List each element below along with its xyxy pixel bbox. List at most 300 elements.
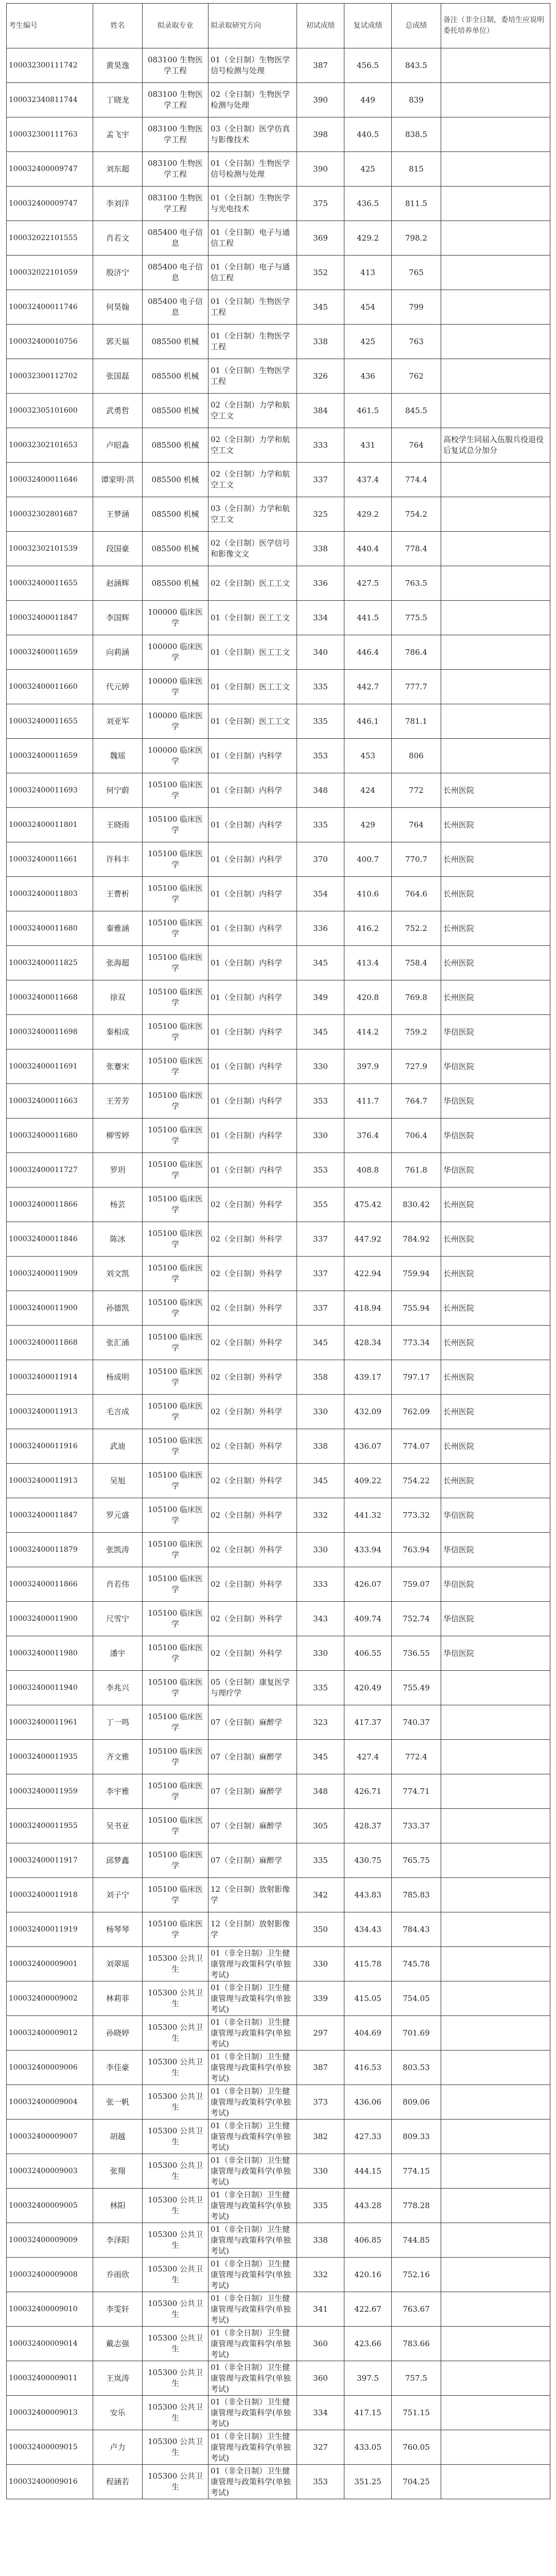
cell-total-score: 755.94 <box>392 1291 441 1326</box>
cell-name: 戴志强 <box>93 2327 143 2361</box>
cell-retest-score: 434.43 <box>344 1912 392 1947</box>
cell-exam-id: 100032300112702 <box>7 359 93 394</box>
table-row <box>7 1153 550 1188</box>
cell-retest-score: 446.1 <box>344 704 392 739</box>
cell-total-score: 783.66 <box>392 2327 441 2361</box>
cell-direction: 02（全日制）外科学 <box>208 1291 297 1326</box>
table-row <box>7 808 550 842</box>
cell-initial-score: 337 <box>297 463 344 497</box>
cell-direction: 01（全日制）生物医学信号检测与处理 <box>208 48 297 83</box>
header-exam-id: 考生编号 <box>7 4 93 48</box>
cell-retest-score: 406.85 <box>344 2223 392 2258</box>
cell-remark: 长州医院 <box>441 1464 550 1498</box>
cell-name: 林莉菲 <box>93 1981 143 2016</box>
cell-remark: 华信医院 <box>441 1498 550 1533</box>
cell-name: 吴书亚 <box>93 1809 143 1843</box>
cell-retest-score: 397.5 <box>344 2361 392 2396</box>
cell-retest-score: 351.25 <box>344 2465 392 2499</box>
cell-major: 085400 电子信息 <box>143 290 208 325</box>
table-row <box>7 1912 550 1947</box>
cell-remark: 长州医院 <box>441 946 550 980</box>
table-row <box>7 2361 550 2396</box>
cell-major: 105300 公共卫生 <box>143 2085 208 2120</box>
table-row <box>7 946 550 980</box>
cell-major: 105300 公共卫生 <box>143 2050 208 2085</box>
cell-retest-score: 442.7 <box>344 670 392 704</box>
cell-name: 李兆兴 <box>93 1671 143 1705</box>
cell-total-score: 799 <box>392 290 441 325</box>
cell-direction: 02（全日制）医工工文 <box>208 566 297 601</box>
cell-direction: 03（全日制）力学和航空工文 <box>208 497 297 532</box>
cell-major: 105100 临床医学 <box>143 911 208 946</box>
cell-total-score: 764 <box>392 428 441 463</box>
cell-major: 105300 公共卫生 <box>143 1981 208 2016</box>
cell-name: 杨芸 <box>93 1188 143 1222</box>
cell-total-score: 761.8 <box>392 1153 441 1188</box>
cell-remark <box>441 1809 550 1843</box>
cell-initial-score: 333 <box>297 428 344 463</box>
cell-major: 085500 机械 <box>143 532 208 566</box>
cell-retest-score: 436.07 <box>344 1429 392 1464</box>
table-row <box>7 842 550 877</box>
cell-direction: 02（全日制）外科学 <box>208 1498 297 1533</box>
table-row <box>7 635 550 670</box>
cell-retest-score: 441.32 <box>344 1498 392 1533</box>
cell-name: 刘子宁 <box>93 1878 143 1912</box>
cell-total-score: 754.22 <box>392 1464 441 1498</box>
cell-retest-score: 411.7 <box>344 1084 392 1118</box>
cell-remark: 华信医院 <box>441 1084 550 1118</box>
table-row <box>7 1671 550 1705</box>
cell-direction: 02（全日制）外科学 <box>208 1326 297 1360</box>
cell-exam-id: 100032400009013 <box>7 2396 93 2430</box>
cell-name: 尺雪宁 <box>93 1602 143 1636</box>
cell-initial-score: 335 <box>297 1671 344 1705</box>
cell-direction: 07（全日制）麻醉学 <box>208 1705 297 1740</box>
cell-remark <box>441 359 550 394</box>
cell-total-score: 809.06 <box>392 2085 441 2120</box>
cell-major: 105100 临床医学 <box>143 1188 208 1222</box>
cell-initial-score: 326 <box>297 359 344 394</box>
cell-exam-id: 100032400011659 <box>7 739 93 773</box>
cell-initial-score: 353 <box>297 2465 344 2499</box>
cell-retest-score: 409.22 <box>344 1464 392 1498</box>
cell-name: 张蹇宋 <box>93 1049 143 1084</box>
cell-direction: 01（非全日制）卫生健康管理与政策科学(单独考试) <box>208 2050 297 2085</box>
cell-direction: 01（全日制）内科学 <box>208 1049 297 1084</box>
cell-name: 王梦涵 <box>93 497 143 532</box>
table-row <box>7 2050 550 2085</box>
cell-exam-id: 100032400009014 <box>7 2327 93 2361</box>
cell-name: 段国豪 <box>93 532 143 566</box>
cell-initial-score: 387 <box>297 48 344 83</box>
cell-name: 秦雅涵 <box>93 911 143 946</box>
cell-initial-score: 349 <box>297 980 344 1015</box>
cell-remark <box>441 221 550 256</box>
cell-name: 向莉涵 <box>93 635 143 670</box>
cell-name: 邱梦鑫 <box>93 1843 143 1878</box>
cell-major: 105300 公共卫生 <box>143 2154 208 2189</box>
cell-total-score: 784.43 <box>392 1912 441 1947</box>
cell-direction: 01（非全日制）卫生健康管理与政策科学(单独考试) <box>208 1947 297 1981</box>
cell-name: 代元婷 <box>93 670 143 704</box>
cell-remark: 长州医院 <box>441 808 550 842</box>
cell-name: 柳雪婷 <box>93 1118 143 1153</box>
table-row <box>7 2292 550 2327</box>
cell-initial-score: 345 <box>297 946 344 980</box>
table-row <box>7 1188 550 1222</box>
cell-exam-id: 100032400011693 <box>7 773 93 808</box>
cell-remark <box>441 256 550 290</box>
cell-exam-id: 100032400009004 <box>7 2085 93 2120</box>
cell-retest-score: 425 <box>344 152 392 187</box>
cell-name: 刘文凯 <box>93 1257 143 1291</box>
cell-remark <box>441 2016 550 2050</box>
cell-remark <box>441 2465 550 2499</box>
cell-major: 105100 临床医学 <box>143 1222 208 1257</box>
cell-retest-score: 446.4 <box>344 635 392 670</box>
cell-initial-score: 335 <box>297 1843 344 1878</box>
cell-remark <box>441 532 550 566</box>
cell-major: 105100 临床医学 <box>143 1602 208 1636</box>
cell-remark <box>441 1705 550 1740</box>
table-row <box>7 1981 550 2016</box>
cell-major: 083100 生物医学工程 <box>143 117 208 152</box>
cell-major: 105100 临床医学 <box>143 1118 208 1153</box>
cell-total-score: 777.7 <box>392 670 441 704</box>
cell-remark <box>441 83 550 117</box>
cell-retest-score: 408.8 <box>344 1153 392 1188</box>
cell-major: 105100 临床医学 <box>143 1809 208 1843</box>
cell-initial-score: 330 <box>297 1049 344 1084</box>
cell-name: 丁一鸣 <box>93 1705 143 1740</box>
table-row <box>7 1567 550 1602</box>
cell-total-score: 764.7 <box>392 1084 441 1118</box>
cell-direction: 07（全日制）麻醉学 <box>208 1843 297 1878</box>
cell-total-score: 815 <box>392 152 441 187</box>
cell-retest-score: 475.42 <box>344 1188 392 1222</box>
cell-direction: 01（全日制）医工工文 <box>208 670 297 704</box>
cell-direction: 01（非全日制）卫生健康管理与政策科学(单独考试) <box>208 2292 297 2327</box>
cell-total-score: 774.71 <box>392 1774 441 1809</box>
cell-retest-score: 417.15 <box>344 2396 392 2430</box>
header-name: 姓名 <box>93 4 143 48</box>
cell-exam-id: 100032400011660 <box>7 670 93 704</box>
cell-direction: 02（全日制）生物医学检测与处理 <box>208 83 297 117</box>
cell-exam-id: 100032302101539 <box>7 532 93 566</box>
cell-major: 085500 机械 <box>143 463 208 497</box>
cell-major: 105300 公共卫生 <box>143 2223 208 2258</box>
cell-remark: 长州医院 <box>441 1429 550 1464</box>
cell-major: 085500 机械 <box>143 394 208 428</box>
cell-exam-id: 100032400011919 <box>7 1912 93 1947</box>
cell-retest-score: 461.5 <box>344 394 392 428</box>
cell-direction: 02（全日制）外科学 <box>208 1602 297 1636</box>
cell-initial-score: 335 <box>297 670 344 704</box>
cell-remark: 华信医院 <box>441 1636 550 1671</box>
cell-initial-score: 338 <box>297 532 344 566</box>
cell-total-score: 774.4 <box>392 463 441 497</box>
cell-major: 105100 临床医学 <box>143 1257 208 1291</box>
cell-initial-score: 336 <box>297 911 344 946</box>
cell-major: 105300 公共卫生 <box>143 2327 208 2361</box>
table-row <box>7 1395 550 1429</box>
cell-exam-id: 100032300111763 <box>7 117 93 152</box>
cell-exam-id: 100032340811744 <box>7 83 93 117</box>
cell-name: 毛言成 <box>93 1395 143 1429</box>
cell-name: 张一帆 <box>93 2085 143 2120</box>
cell-name: 杨成明 <box>93 1360 143 1395</box>
cell-remark: 华信医院 <box>441 1049 550 1084</box>
cell-exam-id: 100032400011727 <box>7 1153 93 1188</box>
cell-exam-id: 100032302101653 <box>7 428 93 463</box>
cell-total-score: 797.17 <box>392 1360 441 1395</box>
cell-retest-score: 415.05 <box>344 1981 392 2016</box>
cell-name: 赵涵辉 <box>93 566 143 601</box>
cell-name: 黄昊逸 <box>93 48 143 83</box>
cell-retest-score: 433.94 <box>344 1533 392 1567</box>
cell-major: 105100 临床医学 <box>143 1533 208 1567</box>
table-row <box>7 911 550 946</box>
cell-name: 孙德凯 <box>93 1291 143 1326</box>
cell-total-score: 798.2 <box>392 221 441 256</box>
cell-retest-score: 426.07 <box>344 1567 392 1602</box>
cell-initial-score: 352 <box>297 256 344 290</box>
cell-retest-score: 428.37 <box>344 1809 392 1843</box>
cell-total-score: 762.09 <box>392 1395 441 1429</box>
cell-name: 张翔 <box>93 2154 143 2189</box>
cell-remark: 长州医院 <box>441 1326 550 1360</box>
cell-direction: 01（全日制）电子与通信工程 <box>208 256 297 290</box>
cell-exam-id: 100032400011691 <box>7 1049 93 1084</box>
cell-exam-id: 100032400011680 <box>7 911 93 946</box>
cell-name: 潘宇 <box>93 1636 143 1671</box>
cell-initial-score: 342 <box>297 1878 344 1912</box>
cell-initial-score: 334 <box>297 2396 344 2430</box>
cell-major: 105100 临床医学 <box>143 1395 208 1429</box>
cell-initial-score: 345 <box>297 1015 344 1049</box>
cell-exam-id: 100032400009747 <box>7 187 93 221</box>
table-row <box>7 1360 550 1395</box>
cell-major: 105100 临床医学 <box>143 1326 208 1360</box>
cell-total-score: 774.15 <box>392 2154 441 2189</box>
cell-name: 魏瑶 <box>93 739 143 773</box>
cell-remark <box>441 1947 550 1981</box>
cell-total-score: 781.1 <box>392 704 441 739</box>
cell-total-score: 843.5 <box>392 48 441 83</box>
table-row <box>7 2223 550 2258</box>
cell-initial-score: 398 <box>297 117 344 152</box>
cell-major: 083100 生物医学工程 <box>143 187 208 221</box>
cell-name: 秦相成 <box>93 1015 143 1049</box>
cell-total-score: 772 <box>392 773 441 808</box>
cell-major: 105100 临床医学 <box>143 1740 208 1774</box>
cell-remark: 华信医院 <box>441 1567 550 1602</box>
cell-total-score: 758.4 <box>392 946 441 980</box>
cell-name: 王岚涛 <box>93 2361 143 2396</box>
cell-name: 李宇雅 <box>93 1774 143 1809</box>
table-row <box>7 1049 550 1084</box>
cell-exam-id: 100032400011803 <box>7 877 93 911</box>
cell-retest-score: 439.17 <box>344 1360 392 1395</box>
cell-total-score: 775.5 <box>392 601 441 635</box>
cell-major: 105100 临床医学 <box>143 1291 208 1326</box>
cell-initial-score: 339 <box>297 1981 344 2016</box>
cell-remark: 长州医院 <box>441 773 550 808</box>
cell-major: 105300 公共卫生 <box>143 2258 208 2292</box>
cell-total-score: 765.75 <box>392 1843 441 1878</box>
cell-major: 105100 临床医学 <box>143 773 208 808</box>
table-row <box>7 704 550 739</box>
cell-initial-score: 337 <box>297 1222 344 1257</box>
cell-retest-score: 431 <box>344 428 392 463</box>
cell-major: 100000 临床医学 <box>143 635 208 670</box>
cell-name: 陈冰 <box>93 1222 143 1257</box>
cell-direction: 02（全日制）外科学 <box>208 1567 297 1602</box>
cell-name: 王晓雨 <box>93 808 143 842</box>
table-row <box>7 2430 550 2465</box>
table-row <box>7 739 550 773</box>
cell-initial-score: 375 <box>297 187 344 221</box>
cell-exam-id: 100032400011668 <box>7 980 93 1015</box>
cell-initial-score: 355 <box>297 1188 344 1222</box>
cell-name: 丁晓龙 <box>93 83 143 117</box>
cell-initial-score: 330 <box>297 2154 344 2189</box>
table-row <box>7 2016 550 2050</box>
cell-remark <box>441 1774 550 1809</box>
cell-remark: 华信医院 <box>441 1015 550 1049</box>
table-row <box>7 2465 550 2499</box>
cell-exam-id: 100032400009005 <box>7 2189 93 2223</box>
cell-name: 刘翠瑶 <box>93 1947 143 1981</box>
cell-exam-id: 100032400011935 <box>7 1740 93 1774</box>
cell-retest-score: 397.9 <box>344 1049 392 1084</box>
cell-name: 程涵若 <box>93 2465 143 2499</box>
cell-direction: 01（非全日制）卫生健康管理与政策科学(单独考试) <box>208 2327 297 2361</box>
cell-remark: 长州医院 <box>441 1360 550 1395</box>
table-row <box>7 2154 550 2189</box>
cell-total-score: 759.94 <box>392 1257 441 1291</box>
cell-exam-id: 100032400011959 <box>7 1774 93 1809</box>
cell-initial-score: 330 <box>297 1395 344 1429</box>
cell-major: 085500 机械 <box>143 566 208 601</box>
cell-total-score: 764.6 <box>392 877 441 911</box>
cell-initial-score: 369 <box>297 221 344 256</box>
cell-direction: 02（全日制）外科学 <box>208 1395 297 1429</box>
cell-total-score: 704.25 <box>392 2465 441 2499</box>
cell-direction: 01（全日制）内科学 <box>208 1084 297 1118</box>
cell-exam-id: 100032400009015 <box>7 2430 93 2465</box>
table-row <box>7 2085 550 2120</box>
cell-total-score: 773.34 <box>392 1326 441 1360</box>
cell-name: 杨琴琴 <box>93 1912 143 1947</box>
table-row <box>7 670 550 704</box>
cell-exam-id: 100032400011680 <box>7 1118 93 1153</box>
cell-initial-score: 305 <box>297 1809 344 1843</box>
cell-exam-id: 100032400011917 <box>7 1843 93 1878</box>
cell-major: 085400 电子信息 <box>143 256 208 290</box>
cell-initial-score: 384 <box>297 394 344 428</box>
table-row <box>7 187 550 221</box>
cell-retest-score: 427.5 <box>344 566 392 601</box>
header-retest-score: 复试成绩 <box>344 4 392 48</box>
cell-total-score: 752.2 <box>392 911 441 946</box>
cell-remark <box>441 601 550 635</box>
header-major: 拟录取专业 <box>143 4 208 48</box>
table-row <box>7 1809 550 1843</box>
cell-major: 100000 临床医学 <box>143 601 208 635</box>
cell-remark <box>441 704 550 739</box>
cell-major: 105100 临床医学 <box>143 1429 208 1464</box>
cell-name: 徐双 <box>93 980 143 1015</box>
cell-exam-id: 100032400009006 <box>7 2050 93 2085</box>
cell-major: 105300 公共卫生 <box>143 2016 208 2050</box>
cell-remark <box>441 394 550 428</box>
cell-remark <box>441 1740 550 1774</box>
table-row <box>7 1429 550 1464</box>
cell-name: 何宁蔚 <box>93 773 143 808</box>
cell-name: 李雯轩 <box>93 2292 143 2327</box>
cell-major: 105100 临床医学 <box>143 1843 208 1878</box>
cell-exam-id: 100032400011909 <box>7 1257 93 1291</box>
table-row <box>7 1326 550 1360</box>
cell-total-score: 839 <box>392 83 441 117</box>
cell-direction: 01（全日制）内科学 <box>208 911 297 946</box>
cell-major: 085400 电子信息 <box>143 221 208 256</box>
cell-exam-id: 100032400011913 <box>7 1464 93 1498</box>
cell-retest-score: 409.74 <box>344 1602 392 1636</box>
cell-direction: 02（全日制）力学和航空工文 <box>208 394 297 428</box>
cell-direction: 01（全日制）生物医学工程 <box>208 325 297 359</box>
cell-direction: 01（全日制）内科学 <box>208 842 297 877</box>
cell-total-score: 751.15 <box>392 2396 441 2430</box>
cell-direction: 07（全日制）麻醉学 <box>208 1774 297 1809</box>
cell-name: 郭天福 <box>93 325 143 359</box>
cell-initial-score: 354 <box>297 877 344 911</box>
cell-direction: 02（全日制）外科学 <box>208 1636 297 1671</box>
cell-major: 105300 公共卫生 <box>143 2396 208 2430</box>
cell-direction: 02（全日制）外科学 <box>208 1533 297 1567</box>
table-row <box>7 1774 550 1809</box>
cell-direction: 01（全日制）生物医学工程 <box>208 359 297 394</box>
cell-total-score: 763.67 <box>392 2292 441 2327</box>
cell-direction: 02（全日制）外科学 <box>208 1188 297 1222</box>
cell-name: 安乐 <box>93 2396 143 2430</box>
cell-exam-id: 100032400011866 <box>7 1188 93 1222</box>
cell-exam-id: 100032400009003 <box>7 2154 93 2189</box>
cell-major: 100000 临床医学 <box>143 704 208 739</box>
cell-direction: 01（非全日制）卫生健康管理与政策科学(单独考试) <box>208 2465 297 2499</box>
table-row <box>7 2396 550 2430</box>
cell-total-score: 774.07 <box>392 1429 441 1464</box>
cell-major: 105100 临床医学 <box>143 1049 208 1084</box>
cell-major: 085500 机械 <box>143 359 208 394</box>
cell-retest-score: 433.05 <box>344 2430 392 2465</box>
cell-total-score: 759.2 <box>392 1015 441 1049</box>
cell-remark <box>441 635 550 670</box>
cell-major: 085500 机械 <box>143 325 208 359</box>
cell-exam-id: 100032400011655 <box>7 566 93 601</box>
cell-initial-score: 358 <box>297 1360 344 1395</box>
cell-retest-score: 440.5 <box>344 117 392 152</box>
cell-exam-id: 100032400011661 <box>7 842 93 877</box>
cell-name: 罗玥 <box>93 1153 143 1188</box>
cell-remark <box>441 566 550 601</box>
cell-remark <box>441 2085 550 2120</box>
cell-direction: 02（全日制）力学和航空工文 <box>208 428 297 463</box>
cell-retest-score: 420.16 <box>344 2258 392 2292</box>
cell-major: 105100 临床医学 <box>143 1360 208 1395</box>
